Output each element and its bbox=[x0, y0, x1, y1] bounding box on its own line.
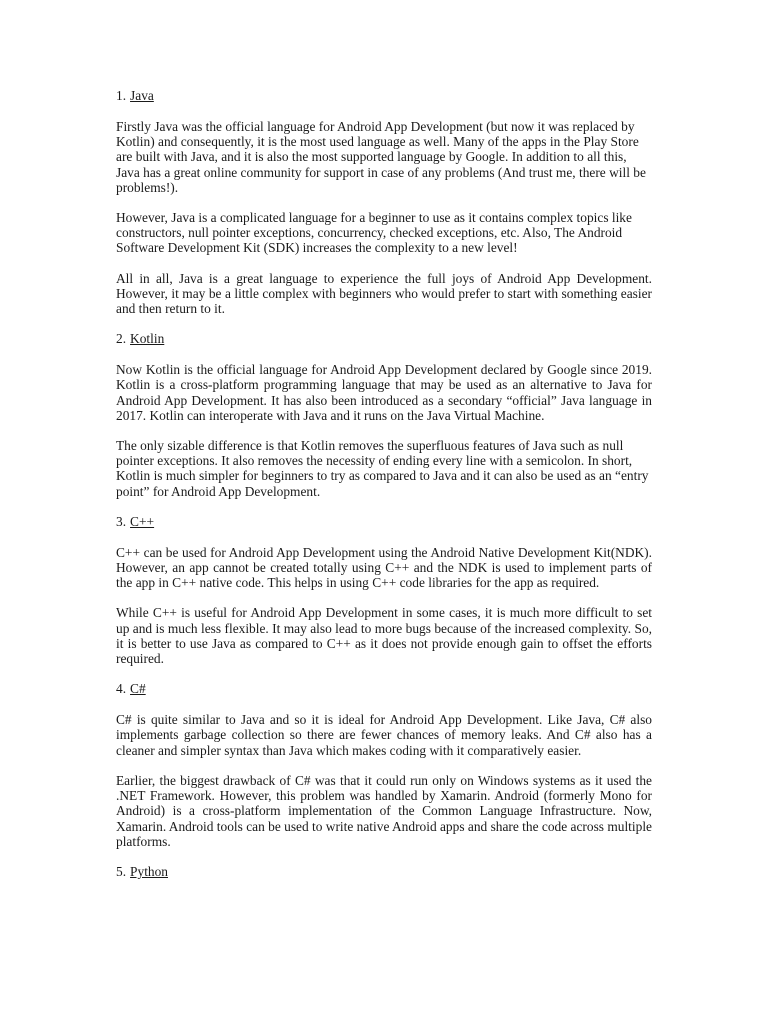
section-title: Python bbox=[130, 863, 168, 879]
paragraph: While C++ is useful for Android App Development in some cases, it is much more difficult to set up and is much less flexible. It may also lead to more bugs because of the increased complexity. So, it is better to use Java as compared to C++ as it does not provide enough gain to offset the efforts required. bbox=[116, 605, 652, 667]
paragraph: C++ can be used for Android App Development using the Android Native Development Kit(NDK). However, an app cannot be created totally using C++ and the NDK is used to implement parts of the app in C++ native code. This helps in using C++ code libraries for the app as required. bbox=[116, 544, 652, 591]
paragraph: The only sizable difference is that Kotlin removes the superfluous features of Java such as null pointer exceptions. It also removes the necessity of ending every line with a semicolon. In short, Kotlin is much simpler for beginners to try as compared to Java and it can also be used as an “entry point” for Android App Development. bbox=[116, 438, 649, 499]
paragraph: All in all, Java is a great language to experience the full joys of Android App Development. However, it may be a little complex with beginners who would prefer to start with something easier and then return to it. bbox=[116, 270, 652, 317]
section-number: 5. bbox=[116, 863, 127, 879]
section-title: C++ bbox=[130, 513, 155, 529]
section-heading-kotlin bbox=[116, 331, 652, 346]
section-title: Java bbox=[130, 88, 154, 103]
paragraph: Now Kotlin is the official language for Android App Development declared by Google since 2019. Kotlin is a cross-platform programming language that may be used as an alternative to Java for Android App Development. It has also been introduced as a secondary “official” Java language in 2017. Kotlin can interoperate with Java and it runs on the Java Virtual Machine. bbox=[116, 362, 652, 423]
section-heading-cpp bbox=[116, 514, 652, 529]
section-number: 4. bbox=[116, 681, 127, 697]
section-title: Kotlin bbox=[130, 331, 165, 347]
section-number: 3. bbox=[116, 513, 127, 529]
section-number: 1. bbox=[116, 88, 127, 103]
section-heading-csharp bbox=[116, 681, 652, 696]
paragraph: However, Java is a complicated language for a beginner to use as it contains complex topics like constructors, null pointer exceptions, concurrency, checked exceptions, etc. Also, The Android Software Development Kit (SDK) increases the complexity to a new level! bbox=[116, 210, 632, 256]
paragraph: C# is quite similar to Java and so it is ideal for Android App Development. Like Java, C# also implements garbage collection so there are fewer chances of memory leaks. And C# also has a cleaner and simpler syntax than Java which makes coding with it comparatively easier. bbox=[116, 712, 652, 758]
section-heading-python bbox=[116, 864, 652, 879]
section-heading-java bbox=[116, 88, 652, 103]
paragraph: Firstly Java was the official language for Android App Development (but now it was replaced by Kotlin) and consequently, it is the most used language as well. Many of the apps in the Play Store are built with Java, and it is also the most supported language by Google. In addition to all this, Java has a great online community for support in case of any problems (And trust me, there will be problems!). bbox=[116, 119, 646, 195]
paragraph: Earlier, the biggest drawback of C# was that it could run only on Windows systems as it used the .NET Framework. However, this problem was handled by Xamarin. Android (formerly Mono for Android) is a cross-platform implementation of the Common Language Infrastructure. Now, Xamarin. Android tools can be used to write native Android apps and share the code across multiple platforms. bbox=[116, 772, 652, 849]
section-title: C# bbox=[130, 681, 146, 697]
section-number: 2. bbox=[116, 331, 127, 347]
